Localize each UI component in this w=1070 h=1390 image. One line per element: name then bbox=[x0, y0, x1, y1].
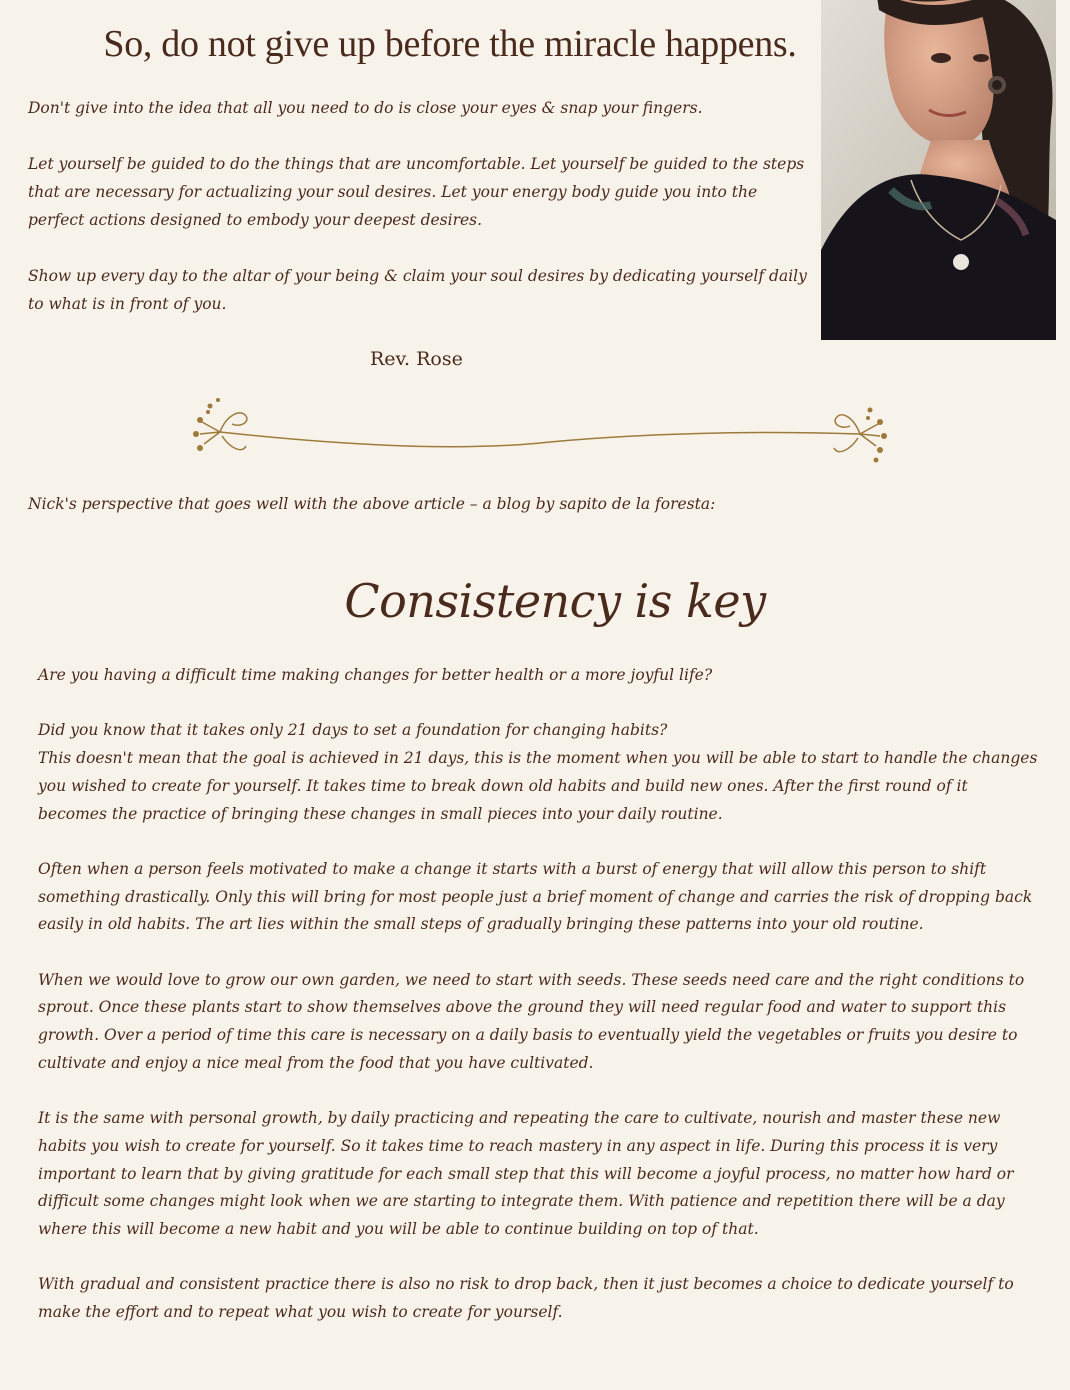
page-title: So, do not give up before the miracle happens. bbox=[103, 23, 797, 65]
author-signature: Rev. Rose bbox=[370, 348, 463, 370]
blog-reference-line: Nick's perspective that goes well with the above article – a blog by sapito de la foresta: bbox=[28, 495, 716, 513]
article-body bbox=[38, 662, 1038, 1354]
article-paragraph: Often when a person feels motivated to make a change it starts with a burst of energy that will allow this person to shift something drastically. Only this will bring for most people just a brief moment of change and carries the risk of dropping back easily in old habits. The art lies within the small steps of gradually bringing these patterns into your old routine. bbox=[38, 859, 1033, 934]
article-paragraph: When we would love to grow our own garden, we need to start with seeds. These seeds need care and the right conditions to sprout. Once these plants start to show themselves above the ground they will need regular food and water to support this growth. Over a period of time this care is necessary on a daily basis to eventually yield the vegetables or fruits you desire to cultivate and enjoy a nice meal from the food that you have cultivated. bbox=[38, 970, 1025, 1072]
article-paragraph: Did you know that it takes only 21 days to set a foundation for changing habits? bbox=[38, 721, 668, 740]
intro-paragraph: Show up every day to the altar of your being & claim your soul desires by dedicating yourself daily to what is in front of you. bbox=[28, 267, 807, 313]
article-paragraph: It is the same with personal growth, by daily practicing and repeating the care to cultivate, nourish and master these new habits you wish to create for yourself. So it takes time to reach mastery in any aspect in life. During this process it is very important to learn that by giving gratitude for each small step that this will become a joyful process, no matter how hard or difficult some changes might look when we are starting to integrate them. With patience and repetition there will be a day where this will become a new habit and you will be able to continue building on top of that. bbox=[38, 1109, 1014, 1238]
article-title: Consistency is key bbox=[344, 574, 766, 628]
portrait-photo bbox=[821, 0, 1056, 340]
article-paragraph: Are you having a difficult time making changes for better health or a more joyful life? bbox=[38, 666, 713, 684]
article-paragraph: This doesn't mean that the goal is achieved in 21 days, this is the moment when you will be able to start to handle the changes you wished to create for yourself. It takes time to break down old habits and build new ones. After the first round of it becomes the practice of bringing these changes in small pieces into your daily routine. bbox=[38, 749, 1038, 823]
author-portrait bbox=[821, 0, 1056, 340]
intro-paragraph: Don't give into the idea that all you need to do is close your eyes & snap your fingers. bbox=[28, 99, 703, 117]
article-paragraph: With gradual and consistent practice there is also no risk to drop back, then it just becomes a choice to dedicate yourself to make the effort and to repeat what you wish to create for yourself. bbox=[38, 1275, 1014, 1322]
intro-paragraph: Let yourself be guided to do the things that are uncomfortable. Let yourself be guided to the steps that are necessary for actualizing your soul desires. Let your energy body guide you into the perfect actions designed to embody your deepest desires. bbox=[28, 155, 805, 229]
intro-text bbox=[28, 94, 818, 346]
ornamental-divider bbox=[180, 390, 900, 470]
